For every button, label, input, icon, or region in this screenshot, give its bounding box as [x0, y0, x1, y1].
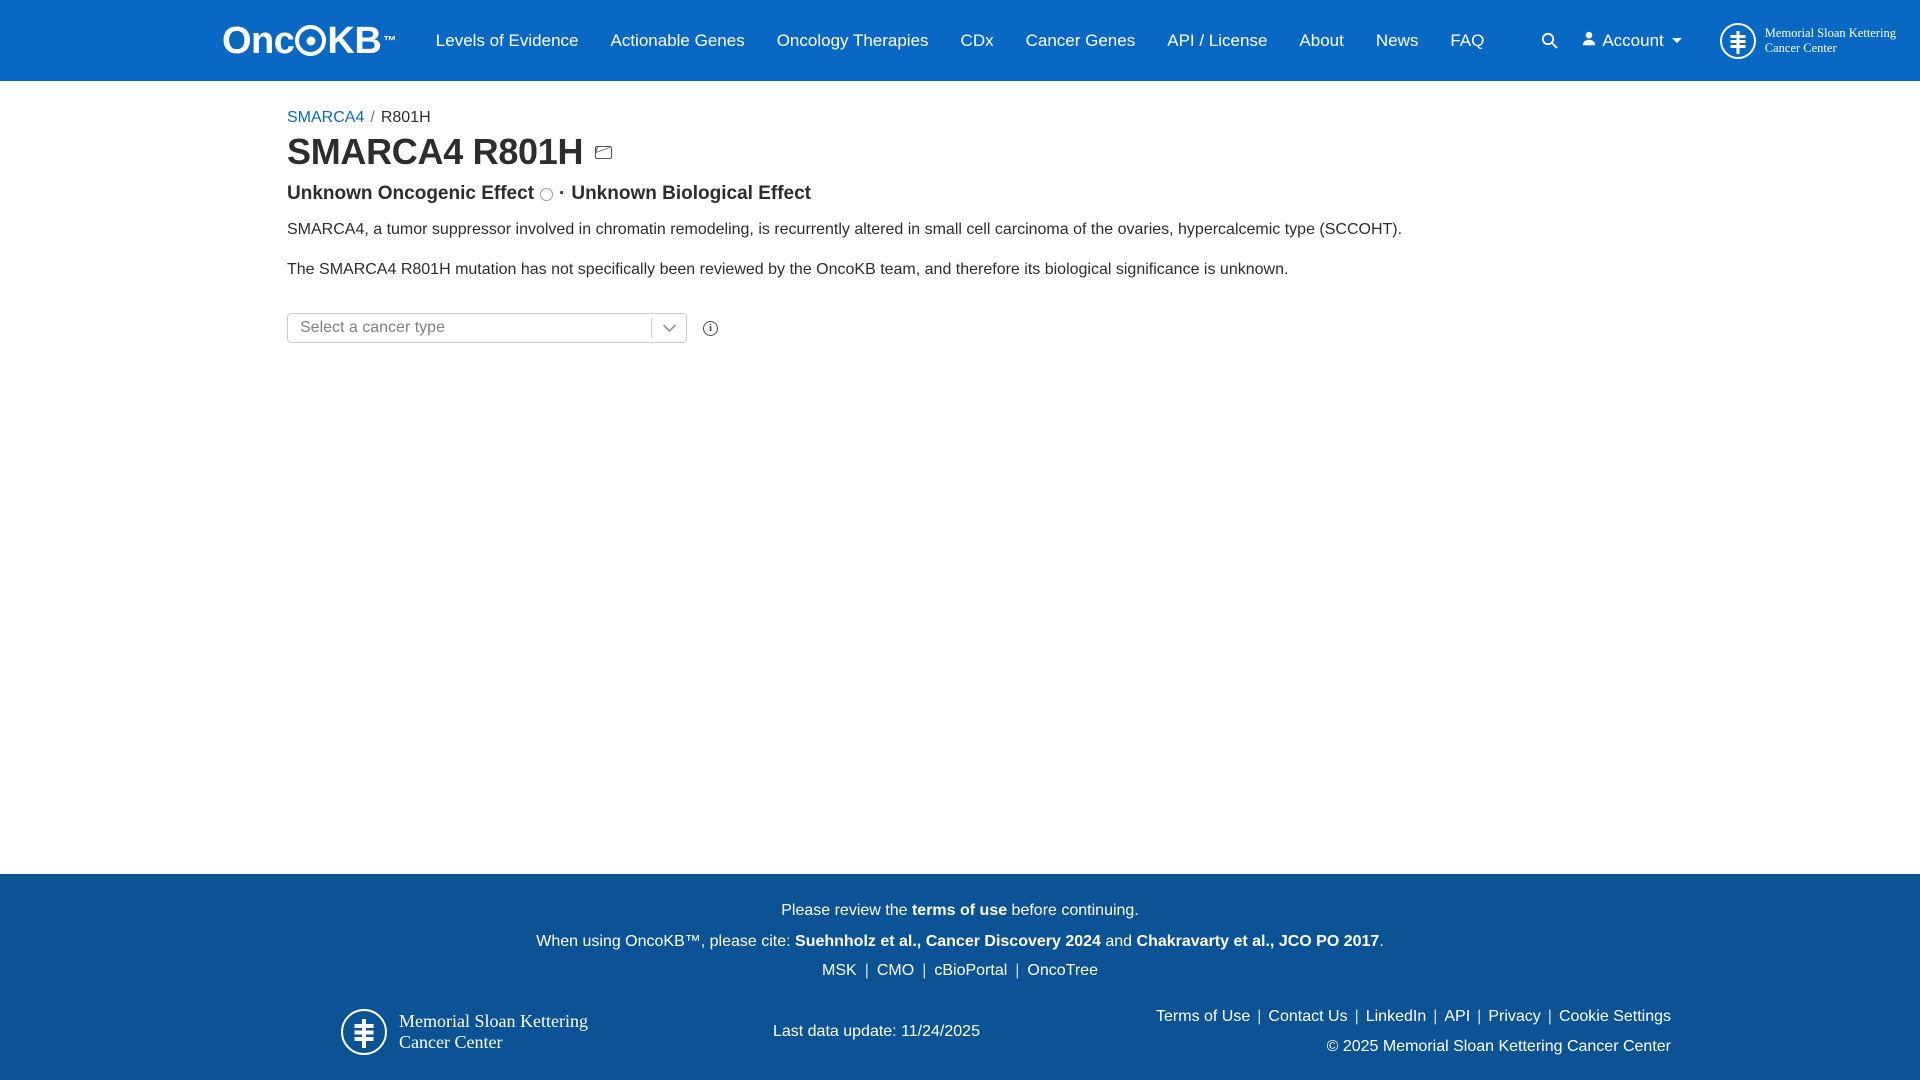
user-icon [1582, 31, 1596, 51]
msk-emblem-icon [1720, 23, 1756, 59]
footer-citation-link-2[interactable]: Chakravarty et al., JCO PO 2017 [1136, 933, 1380, 950]
footer-copyright: © 2025 Memorial Sloan Kettering Cancer Center [1326, 1038, 1671, 1055]
footer-link-terms-of-use[interactable]: Terms of Use [1156, 1008, 1251, 1025]
breadcrumb [287, 109, 1920, 127]
footer-link-divider: | [1433, 1008, 1438, 1025]
effect-separator: · [559, 183, 566, 204]
footer-terms-suffix: before continuing. [1007, 902, 1139, 919]
cancer-type-select[interactable] [287, 313, 687, 343]
chevron-down-icon [1672, 38, 1682, 43]
footer-link-divider: | [1477, 1008, 1482, 1025]
brand-tm: ™ [383, 33, 396, 48]
footer-link-msk[interactable]: MSK [822, 962, 857, 979]
footer-link-cookie-settings[interactable]: Cookie Settings [1558, 1008, 1671, 1025]
breadcrumb-separator: / [370, 109, 375, 126]
account-label: Account [1602, 30, 1664, 50]
nav-link-news[interactable]: News [1375, 30, 1419, 50]
footer-link-divider: | [1015, 962, 1020, 979]
nav-link-faq[interactable]: FAQ [1450, 30, 1485, 50]
msk-emblem-icon [341, 1009, 387, 1055]
nav-link-cancer-genes[interactable]: Cancer Genes [1025, 30, 1136, 50]
footer-link-cmo[interactable]: CMO [876, 962, 915, 979]
msk-navbar-logo[interactable] [1720, 23, 1896, 59]
footer-link-divider: | [864, 962, 869, 979]
breadcrumb-gene-link[interactable]: SMARCA4 [287, 109, 365, 126]
footer-link-oncotree[interactable]: OncoTree [1027, 962, 1098, 979]
footer-link-contact-us[interactable]: Contact Us [1268, 1008, 1348, 1025]
account-menu[interactable] [1572, 25, 1691, 57]
breadcrumb-current: R801H [380, 109, 431, 126]
envelope-icon[interactable] [595, 146, 612, 159]
msk-logo-line1: Memorial Sloan Kettering [1764, 25, 1896, 40]
gene-description: SMARCA4, a tumor suppressor involved in chromatin remodeling, is recurrently altered in small cell carcinoma of the ovaries, hypercalcemic type (SCCOHT). [287, 221, 1403, 238]
footer-citation-line [0, 931, 1920, 953]
footer-bottom [0, 986, 1920, 1062]
msk-navbar-logo-text [1765, 26, 1896, 56]
biological-effect-label: Unknown Biological Effect [571, 183, 811, 204]
brand-o-icon [295, 25, 326, 56]
nav-link-oncology-therapies[interactable]: Oncology Therapies [776, 30, 929, 50]
msk-footer-logo-text [399, 1011, 588, 1053]
footer-link-api[interactable]: API [1444, 1008, 1471, 1025]
footer-link-privacy[interactable]: Privacy [1488, 1008, 1541, 1025]
nav-link-actionable-genes[interactable]: Actionable Genes [610, 30, 745, 50]
footer-link-divider: | [1354, 1008, 1359, 1025]
msk-footer-line2: Cancer Center [399, 1032, 503, 1052]
top-navbar [0, 0, 1920, 81]
last-data-update: Last data update: 11/24/2025 [772, 1023, 980, 1040]
footer-terms-prefix: Please review the [781, 902, 912, 919]
search-icon[interactable] [1532, 24, 1566, 58]
nav-link-levels-of-evidence[interactable]: Levels of Evidence [435, 30, 579, 50]
footer-partner-links [0, 962, 1920, 980]
oncokb-logo-text [222, 19, 396, 62]
footer-right-links-row [1156, 1002, 1671, 1032]
footer-link-cbioportal[interactable]: cBioPortal [934, 962, 1008, 979]
brand-post: KB [327, 19, 382, 62]
nav-link-cdx[interactable]: CDx [960, 30, 994, 50]
nav-link-about[interactable]: About [1299, 30, 1344, 50]
nav-links [420, 23, 1501, 59]
footer-terms-line [0, 900, 1920, 922]
oncogenic-effect-label: Unknown Oncogenic Effect [287, 183, 535, 204]
cancer-type-selector-row [287, 313, 1920, 343]
footer-link-divider: | [1547, 1008, 1552, 1025]
footer-link-divider: | [922, 962, 927, 979]
main-content [0, 81, 1920, 874]
page-footer [0, 874, 1920, 1080]
navbar-right [1532, 23, 1920, 59]
footer-cite-prefix: When using OncoKB™, please cite: [536, 933, 796, 950]
footer-link-divider: | [1257, 1008, 1262, 1025]
page-title [287, 131, 1920, 173]
footer-cite-suffix: . [1379, 933, 1384, 950]
cancer-type-info-icon[interactable]: i [703, 321, 718, 336]
page-title-text: SMARCA4 R801H [287, 131, 584, 172]
info-icon[interactable] [540, 188, 553, 201]
footer-citation-link-1[interactable]: Suehnholz et al., Cancer Discovery 2024 [795, 933, 1101, 950]
footer-link-linkedin[interactable]: LinkedIn [1365, 1008, 1427, 1025]
footer-terms-link[interactable]: terms of use [911, 902, 1008, 919]
footer-right-links [1156, 1002, 1671, 1062]
nav-link-api-license[interactable]: API / License [1167, 30, 1268, 50]
cancer-type-placeholder: Select a cancer type [300, 319, 445, 336]
msk-logo-line2: Cancer Center [1764, 40, 1837, 55]
footer-cite-and: and [1100, 933, 1137, 950]
oncokb-logo[interactable] [222, 19, 396, 62]
brand-pre: Onc [222, 19, 295, 62]
variant-note: The SMARCA4 R801H mutation has not specifically been reviewed by the OncoKB team, and therefore its biological significance is unknown. [287, 261, 1289, 278]
msk-footer-logo[interactable] [341, 1009, 588, 1055]
variant-effect-summary [287, 183, 1920, 205]
msk-footer-line1: Memorial Sloan Kettering [399, 1011, 588, 1031]
chevron-down-icon[interactable] [652, 324, 686, 333]
